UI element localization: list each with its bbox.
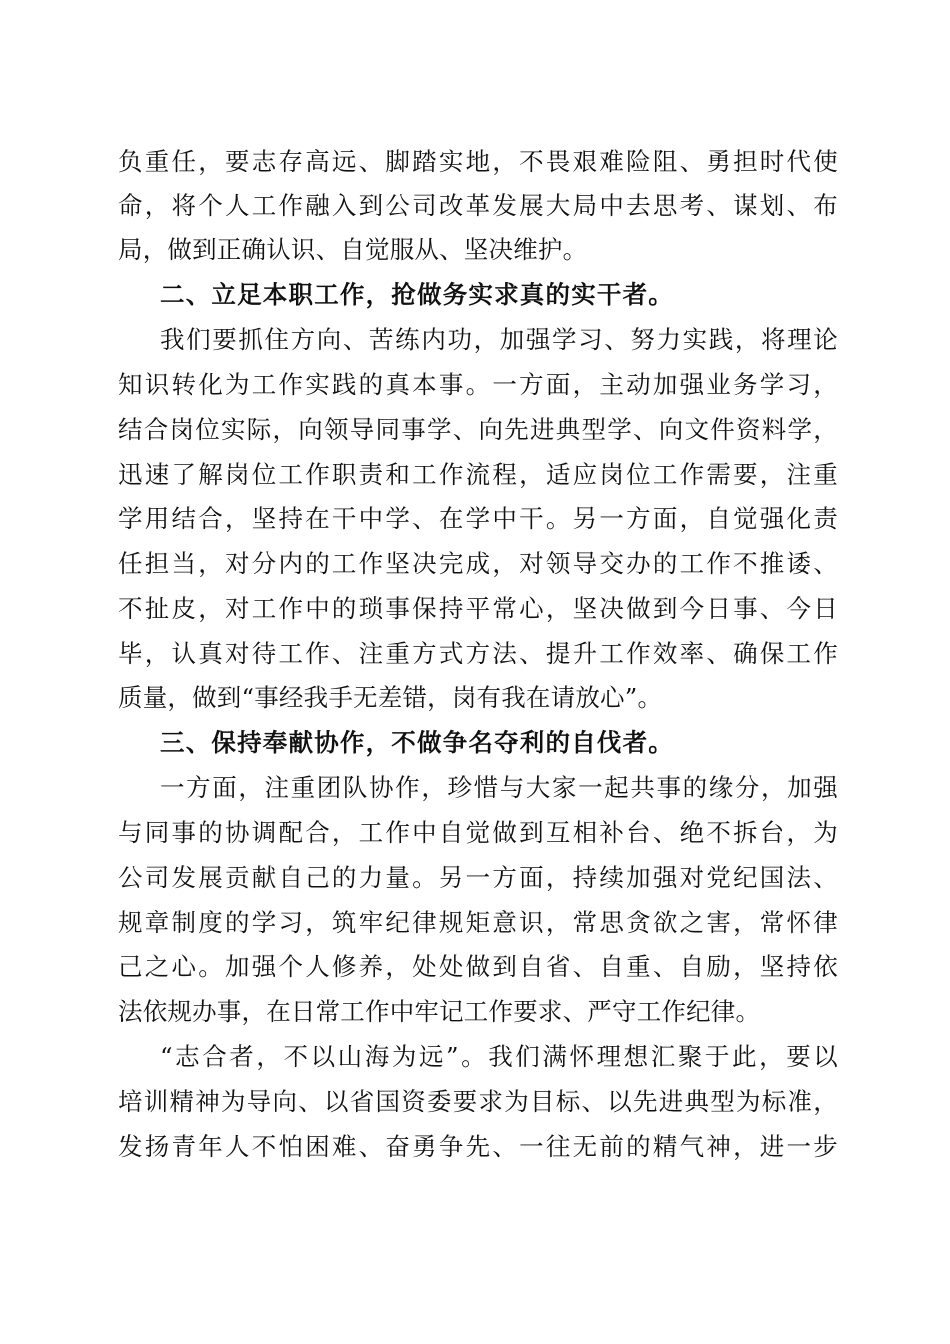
body-text-line: 负重任，要志存高远、脚踏实地，不畏艰难险阻、勇担时代使 bbox=[118, 147, 838, 176]
body-text-line: 己之心。加强个人修养，处处做到自省、自重、自励，坚持依 bbox=[118, 952, 838, 981]
body-text-line: 质量，做到“事经我手无差错，岗有我在请放心”。 bbox=[118, 683, 663, 712]
body-text-line: 规章制度的学习，筑牢纪律规矩意识，常思贪欲之害，常怀律 bbox=[118, 908, 838, 937]
body-text-line: 我们要抓住方向、苦练内功，加强学习、努力实践，将理论 bbox=[160, 325, 838, 354]
body-text-line: 局，做到正确认识、自觉服从、坚决维护。 bbox=[118, 235, 588, 264]
body-text-line: 与同事的协调配合，工作中自觉做到互相补台、绝不拆台，为 bbox=[118, 818, 838, 847]
body-text-line: 公司发展贡献自己的力量。另一方面，持续加强对党纪国法、 bbox=[118, 863, 838, 892]
body-text-line: 发扬青年人不怕困难、奋勇争先、一往无前的精气神，进一步 bbox=[118, 1132, 838, 1161]
body-text-line: 培训精神为导向、以省国资委要求为目标、以先进典型为标准， bbox=[118, 1087, 838, 1116]
body-text-line: 毕，认真对待工作、注重方式方法、提升工作效率、确保工作 bbox=[118, 639, 838, 668]
body-text-line: 法依规办事，在日常工作中牢记工作要求、严守工作纪律。 bbox=[118, 997, 761, 1026]
section-heading-3: 三、保持奉献协作，不做争名夺利的自伐者。 bbox=[160, 728, 674, 757]
body-text-line: 结合岗位实际，向领导同事学、向先进典型学、向文件资料学， bbox=[118, 415, 838, 444]
body-text-line: 学用结合，坚持在干中学、在学中干。另一方面，自觉强化责 bbox=[118, 504, 838, 533]
body-text-line: 一方面，注重团队协作，珍惜与大家一起共事的缘分，加强 bbox=[160, 773, 838, 802]
section-heading-2: 二、立足本职工作，抢做务实求真的实干者。 bbox=[160, 280, 674, 309]
body-text-line: 迅速了解岗位工作职责和工作流程，适应岗位工作需要，注重 bbox=[118, 460, 838, 489]
body-text-line: 命，将个人工作融入到公司改革发展大局中去思考、谋划、布 bbox=[118, 191, 838, 220]
body-text-line: 知识转化为工作实践的真本事。一方面，主动加强业务学习， bbox=[118, 370, 838, 399]
body-text-line: 任担当，对分内的工作坚决完成，对领导交办的工作不推诿、 bbox=[118, 549, 838, 578]
body-text-line: “志合者，不以山海为远”。我们满怀理想汇聚于此，要以 bbox=[160, 1042, 838, 1071]
body-text-line: 不扯皮，对工作中的琐事保持平常心，坚决做到今日事、今日 bbox=[118, 594, 838, 623]
